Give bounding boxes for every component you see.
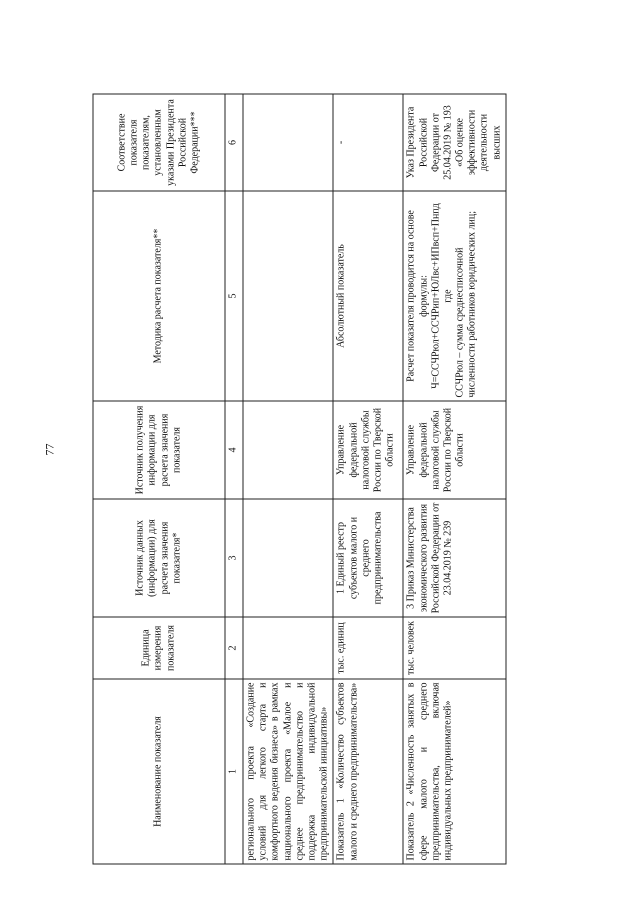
table-row [403,94,506,864]
row0-method [243,191,333,401]
header-row [93,94,225,864]
column-number-row [225,94,243,864]
row2-unit: тыс. человек [403,617,506,679]
header-method: Методика расчета показателя** [93,191,225,401]
row0-info-source [243,401,333,499]
table-row [333,94,403,864]
col-num-5: 5 [225,191,243,401]
page-number: 77 [42,443,57,456]
rotated-table-wrap [93,95,503,865]
col-num-3: 3 [225,499,243,617]
method-formula: Ч=ССЧРюл+ССЧРип+ЮЛвс+ИПвсп+Пнпд [430,203,442,389]
row1-data-source: 1 Единый реестр субъектов малого и среднего предпринимательства [333,499,403,617]
method-where: где [442,289,454,303]
header-name: Наименование показателя [93,679,225,864]
row1-name: Показатель 1 «Количество субъектов малого и среднего предпринимательства» [333,679,403,864]
method-intro: Расчет показателя проводится на основе формулы: [405,210,429,382]
col-num-4: 4 [225,401,243,499]
header-data-source: Источник данных (информации) для расчета значения показателя* [93,499,225,617]
col-num-1: 1 [225,679,243,864]
row2-method [403,191,506,401]
row0-name: регионального проекта «Создание условий для легкого старта и комфортного ведения бизнеса» в рамках национального проекта «Малое и среднее предпринимательство и поддержка индивидуальной предпринимательской инициативы» [243,679,333,864]
row1-info-source: Управление федеральной налоговой службы России по Тверской области [333,401,403,499]
row2-data-source: 3 Приказ Министерства экономического развития Российской Федерации от 23.04.2019 № 239 [403,499,506,617]
header-compliance: Соответствие показателя показателям, установленным указами Президента Российской Федерации*** [93,94,225,191]
row2-info-source: Управление федеральной налоговой службы России по Тверской области [403,401,506,499]
header-unit: Единица измерения показателя [93,617,225,679]
header-info-source: Источник получения информации для расчета значения показателя [93,401,225,499]
method-definition: ССЧРюл – сумма среднесписочной численности работников юридических лиц; [454,211,478,398]
row1-compliance: - [333,94,403,191]
row0-unit [243,617,333,679]
col-num-2: 2 [225,617,243,679]
row1-method: Абсолютный показатель [333,191,403,401]
col-num-6: 6 [225,94,243,191]
row0-data-source [243,499,333,617]
table-row [243,94,333,864]
row1-unit: тыс. единиц [333,617,403,679]
row2-name: Показатель 2 «Численность занятых в сфере малого и среднего предпринимательства, включая индивидуальных предпринимателей» [403,679,506,864]
row0-compliance [243,94,333,191]
row2-compliance: Указ Президента Российской Федерации от 25.04.2019 № 193 «Об оценке эффективности деятельности высших [403,94,506,191]
indicator-table [93,94,507,865]
